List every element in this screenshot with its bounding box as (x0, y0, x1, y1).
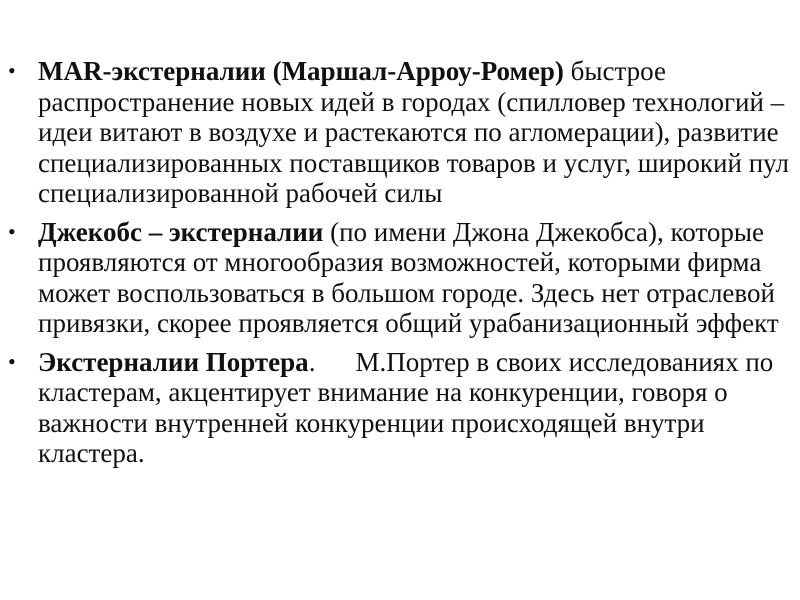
bullet-dot-icon: • (8, 58, 16, 83)
bullet-dot-icon: • (8, 218, 16, 244)
bullet-text: М.Портер в своих исследованиях по кластерам, акцентирует внимание на конкуренции, говоря о важности внутренней конкуренции происходящей внутри кластера. (38, 346, 774, 468)
bullet-heading: Экстерналии Портера (38, 346, 309, 377)
bullet-item-porter (0, 347, 790, 469)
bullet-heading: MAR-экстерналии (Маршал-Арроу-Ромер) (38, 56, 564, 86)
bullet-text: (по имени Джона Джекобса), которые проявляются от многообразия возможностей, которыми фирма может воспользоваться в большом городе. Здесь нет отраслевой привязки, скорее проявляется общий урабанизационный эффект (38, 216, 779, 338)
bullet-heading: Джекобс – экстерналии (38, 216, 324, 247)
bullet-item-mar (0, 56, 790, 209)
bullet-list (0, 56, 790, 477)
bullet-text: быстрое распространение новых идей в городах (спилловер технологий – идеи витают в воздухе и растекаются по агломерации), развитие специализированных поставщиков товаров и услуг, широкий пул специализированной рабочей силы (38, 56, 789, 208)
bullet-dot-icon: • (8, 348, 16, 374)
bullet-item-jacobs (0, 217, 790, 339)
bullet-punctuation: . (308, 346, 316, 377)
